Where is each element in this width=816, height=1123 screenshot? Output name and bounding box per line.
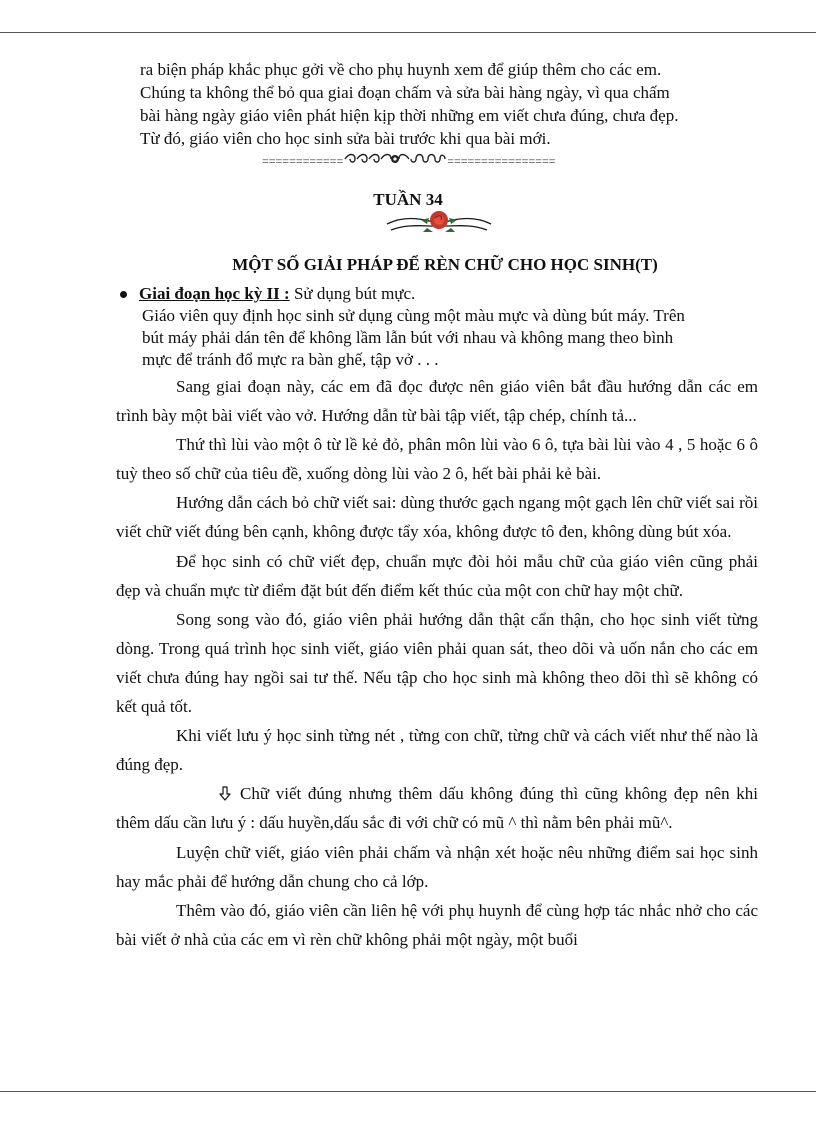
paragraph: Khi viết lưu ý học sinh từng nét , từng con chữ, từng chữ và cách viết như thế nào là đúng đẹp. (116, 726, 758, 775)
paragraph: Thêm vào đó, giáo viên cần liên hệ với phụ huynh để cùng hợp tác nhắc nhở cho các bài viết ở nhà của các em vì rèn chữ không phải một ngày, một buổi (116, 900, 758, 949)
scroll-ornament-icon (343, 153, 447, 169)
divider-left: ============ (262, 153, 344, 168)
bottom-rule (0, 1091, 816, 1092)
paragraph: Luyện chữ viết, giáo viên phải chấm và nhận xét hoặc nêu những điểm sai học sinh hay mắc phải để hướng dẫn chung cho cả lớp. (116, 842, 758, 891)
bullet-icon (120, 291, 127, 298)
divider-right: ================ (447, 153, 556, 168)
bullet-body-line: bút máy phải dán tên để không lầm lẫn bút với nhau và không mang theo bình (142, 328, 674, 347)
bullet-body-line: Giáo viên quy định học sinh sử dụng cùng một màu mực và dùng bút máy. Trên (142, 306, 685, 325)
paragraph: Thứ thì lùi vào một ô từ lề kẻ đỏ, phân môn lùi vào 6 ô, tựa bài lùi vào 4 , 5 hoặc 6 ô tuỳ theo số chữ của tiêu đề, xuống dòng lùi vào 2 ô, hết bài phải kẻ bài. (116, 435, 758, 484)
arrow-paragraph (116, 779, 758, 837)
arrow-paragraph-text: Chữ viết đúng nhưng thêm dấu không đúng thì cũng không đẹp nên khi thêm dấu cần lưu ý : dấu huyền,dấu sắc đi với chữ có mũ ^ thì nằm bên phải mũ^. (116, 784, 758, 833)
paragraph: Song song vào đó, giáo viên phải hướng dẫn thật cẩn thận, cho học sinh viết từng dòng. Trong quá trình học sinh viết, giáo viên phải quan sát, theo dõi và uốn nắn cho các em viết chưa đúng hay ngồi sai tư thế. Nếu tập cho học sinh mà không theo dõi thì sẽ không có kết quả tốt. (116, 609, 758, 717)
paragraph: Để học sinh có chữ viết đẹp, chuẩn mực đòi hỏi mẫu chữ của giáo viên cũng phải đẹp và chuẩn mực từ điểm đặt bút đến điểm kết thúc của một con chữ hay một chữ. (116, 551, 758, 600)
top-rule (0, 32, 816, 33)
paragraph: Sang giai đoạn này, các em đã đọc được nên giáo viên bắt đầu hướng dẫn các em trình bày một bài viết vào vở. Hướng dẫn từ bài tập viết, tập chép, chính tả... (116, 377, 758, 426)
bullet-label: Giai đoạn học kỳ II : (139, 284, 290, 303)
paragraph: Hướng dẫn cách bỏ chữ viết sai: dùng thước gạch ngang một gạch lên chữ viết sai rồi viết chữ viết đúng bên cạnh, không được tẩy xóa, không được tô đen, không dùng bút xóa. (116, 493, 758, 542)
bullet-text: Sử dụng bút mực. (289, 284, 416, 303)
outline-down-arrow-icon (219, 781, 231, 796)
intro-block (140, 58, 780, 150)
bullet-body (142, 305, 782, 371)
section-heading: MỘT SỐ GIẢI PHÁP ĐỂ RÈN CHỮ CHO HỌC SINH(T) (232, 255, 658, 274)
section-divider (262, 153, 612, 169)
bullet-item (120, 284, 415, 304)
intro-line: Chúng ta không thể bỏ qua giai đoạn chấm và sửa bài hàng ngày, vì qua chấm (140, 83, 670, 102)
intro-line: Từ đó, giáo viên cho học sinh sửa bài trước khi qua bài mới. (140, 129, 551, 148)
bullet-body-line: mực để tránh đổ mực ra bàn ghế, tập vở . . . (142, 350, 439, 369)
week-title: TUẦN 34 (373, 190, 443, 209)
main-body (116, 372, 758, 954)
intro-line: ra biện pháp khắc phục gởi về cho phụ huynh xem để giúp thêm cho các em. (140, 60, 662, 79)
intro-line: bài hàng ngày giáo viên phát hiện kịp thời những em viết chưa đúng, chưa đẹp. (140, 106, 679, 125)
rose-flourish-icon (383, 206, 495, 236)
